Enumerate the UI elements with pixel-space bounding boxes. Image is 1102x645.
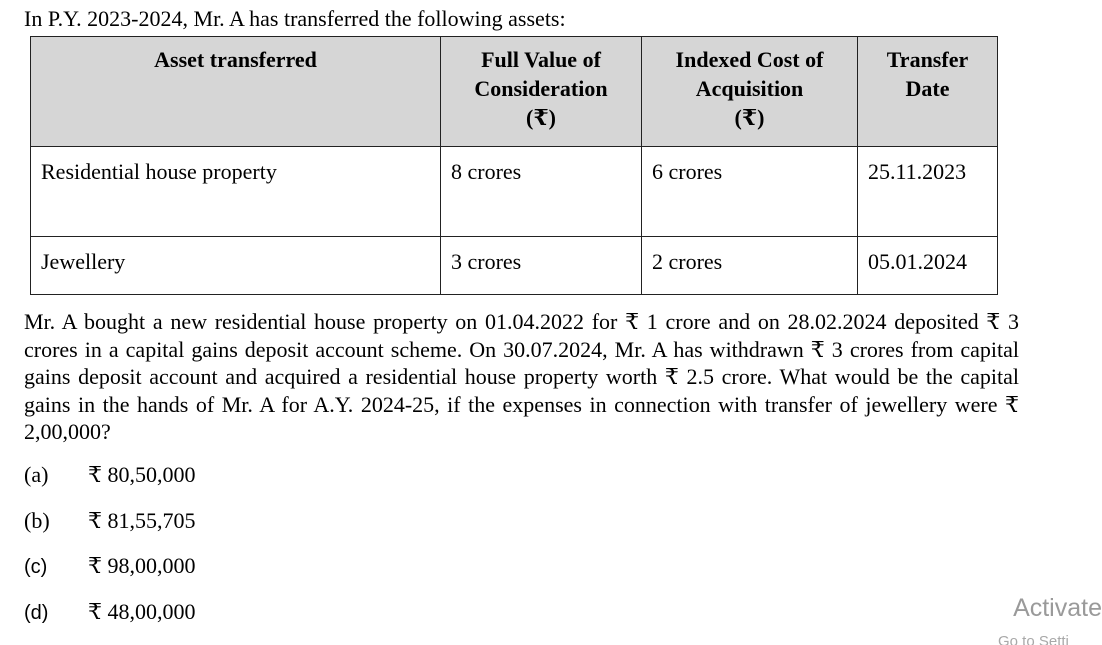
cell-full-value: 3 crores xyxy=(441,237,642,295)
header-line: (₹) xyxy=(734,105,765,130)
table-header-row xyxy=(31,37,998,147)
option-label: (a) xyxy=(24,462,49,487)
cell-indexed-cost: 6 crores xyxy=(642,147,858,237)
intro-text: In P.Y. 2023-2024, Mr. A has transferred the following assets: xyxy=(24,6,566,31)
cell-transfer-date: 25.11.2023 xyxy=(858,147,998,237)
option-value: ₹ 80,50,000 xyxy=(88,462,196,487)
option-label: (d) xyxy=(24,602,49,624)
option-value: ₹ 98,00,000 xyxy=(88,553,196,578)
activation-watermark-subtext: Go to Setti xyxy=(998,633,1069,645)
table-row xyxy=(31,147,998,237)
cell-indexed-cost: 2 crores xyxy=(642,237,858,295)
header-indexed-cost-of-acquisition xyxy=(642,37,858,147)
header-line: Asset transferred xyxy=(154,47,317,72)
activation-watermark: Activate xyxy=(1013,594,1102,622)
header-full-value-of-consideration xyxy=(441,37,642,147)
header-line: (₹) xyxy=(526,105,556,130)
cell-transfer-date: 05.01.2024 xyxy=(858,237,998,295)
option-b[interactable] xyxy=(24,507,196,535)
header-asset-transferred xyxy=(31,37,441,147)
table-row xyxy=(31,237,998,295)
header-line: Acquisition xyxy=(695,76,804,101)
option-label: (c) xyxy=(24,556,48,578)
header-line: Date xyxy=(905,76,950,101)
option-label: (b) xyxy=(24,508,50,533)
option-d[interactable] xyxy=(24,598,196,627)
question-text: Mr. A bought a new residential house property on 01.04.2022 for ₹ 1 crore and on 28.02.2024 deposited ₹ 3 crores in a capital gains deposit account scheme. On 30.07.2024, Mr. A has withdrawn ₹ 3 crores from capital gains deposit account and acquired a residential house property worth ₹ 2.5 crore. What would be the capital gains in the hands of Mr. A for A.Y. 2024-25, if the expenses in connection with transfer of jewellery were ₹ 2,00,000? xyxy=(24,309,1019,444)
header-line: Transfer xyxy=(886,47,969,72)
header-line: Indexed Cost of xyxy=(675,47,824,72)
option-value: ₹ 48,00,000 xyxy=(88,599,196,624)
option-value: ₹ 81,55,705 xyxy=(88,508,196,533)
header-line: Full Value of xyxy=(481,47,601,72)
cell-asset: Residential house property xyxy=(31,147,441,237)
option-c[interactable] xyxy=(24,552,196,581)
cell-full-value: 8 crores xyxy=(441,147,642,237)
header-transfer-date xyxy=(858,37,998,147)
cell-asset: Jewellery xyxy=(31,237,441,295)
option-a[interactable] xyxy=(24,461,196,489)
assets-table xyxy=(30,36,998,295)
header-line: Consideration xyxy=(474,76,608,101)
